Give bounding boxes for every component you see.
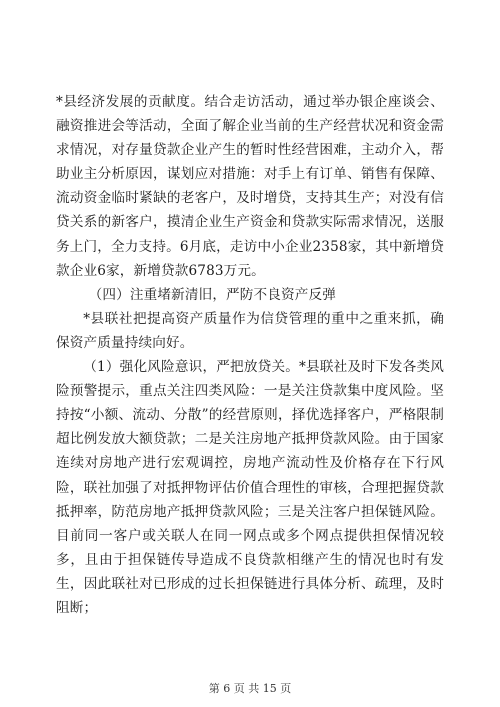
paragraph-intro: *县联社把提高资产质量作为信贷管理的重中之重来抓，确保资产质量持续向好。 xyxy=(56,310,444,351)
document-body xyxy=(56,90,444,620)
section-heading: （四）注重堵新清旧，严防不良资产反弹 xyxy=(88,286,337,303)
page-number: 第 6 页 共 15 页 xyxy=(208,682,292,695)
paragraph-risk-control: （1）强化风险意识，严把放贷关。*县联社及时下发各类风险预警提示，重点关注四类风险：一是关注贷款集中度风险。坚持按“小额、流动、分散”的经营原则，择优选择客户，严格限制超比例发放大额贷款；二是关注房地产抵押贷款风险。由于国家连续对房地产进行宏观调控，房地产流动性及价格存在下行风险，联社加强了对抵押物评估价值合理性的审核，合理把握贷款抵押率，防范房地产抵押贷款风险；三是关注客户担保链风险。目前同一客户或关联人在同一网点或多个网点提供担保情况较多，且由于担保链传导造成不良贷款相继产生的情况也时有发生，因此联社对已形成的过长担保链进行具体分析、疏理，及时阻断； xyxy=(56,359,444,616)
paragraph-continuation: *县经济发展的贡献度。结合走访活动，通过举办银企座谈会、融资推进会等活动，全面了解企业当前的生产经营状况和资金需求情况，对存量贷款企业产生的暂时性经营困难，主动介入，帮助业主分析原因，谋划应对措施：对手上有订单、销售有保障、流动资金临时紧缺的老客户，及时增贷，支持其生产；对没有信贷关系的新客户，摸清企业生产资金和贷款实际需求情况，送服务上门，全力支持。6月底，走访中小企业2358家，其中新增贷款企业6家，新增贷款6783万元。 xyxy=(56,94,444,279)
